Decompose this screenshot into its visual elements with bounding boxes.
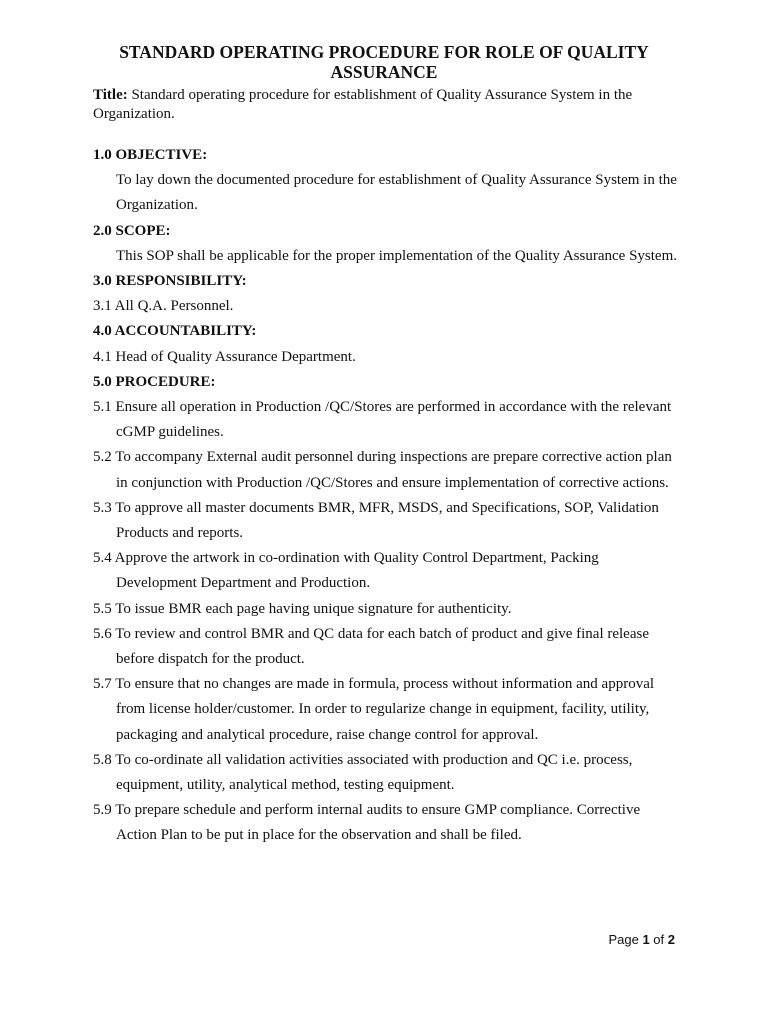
responsibility-heading: 3.0 RESPONSIBILITY: <box>93 273 247 290</box>
responsibility-item: 3.1 All Q.A. Personnel. <box>93 298 234 315</box>
procedure-item: 5.3 To approve all master documents BMR, MFR, MSDS, and Specifications, SOP, Validation Products and reports. <box>93 499 659 542</box>
procedure-item: 5.9 To prepare schedule and perform internal audits to ensure GMP compliance. Corrective Action Plan to be put in place for the observation and shall be filed. <box>93 802 641 844</box>
scope-heading: 2.0 SCOPE: <box>93 222 171 239</box>
title-block <box>93 86 693 124</box>
scope-text: This SOP shall be applicable for the proper implementation of the Quality Assurance System. <box>116 247 677 264</box>
procedure-item: 5.1 Ensure all operation in Production /QC/Stores are performed in accordance with the relevant cGMP guidelines. <box>93 399 672 441</box>
accountability-heading: 4.0 ACCOUNTABILITY: <box>93 323 257 340</box>
procedure-item: 5.8 To co-ordinate all validation activities associated with production and QC i.e. process, equipment, utility, analytical method, testing equipment. <box>93 751 633 794</box>
page-of: of <box>649 932 668 947</box>
title-text: Standard operating procedure for establishment of Quality Assurance System in the Organization. <box>93 87 633 122</box>
page-total: 2 <box>667 932 675 947</box>
procedure-heading: 5.0 PROCEDURE: <box>93 373 216 390</box>
document-title <box>92 42 676 82</box>
document-title-line-2: ASSURANCE <box>330 62 438 82</box>
document-title-line-1: STANDARD OPERATING PROCEDURE FOR ROLE OF QUALITY <box>119 42 649 62</box>
document-body <box>93 143 683 849</box>
accountability-item: 4.1 Head of Quality Assurance Department. <box>93 348 356 365</box>
procedure-item: 5.4 Approve the artwork in co-ordination with Quality Control Department, Packing Development Department and Production. <box>93 550 599 592</box>
page-number <box>608 932 675 947</box>
procedure-item: 5.6 To review and control BMR and QC data for each batch of product and give final release before dispatch for the product. <box>93 625 649 668</box>
procedure-item: 5.5 To issue BMR each page having unique signature for authenticity. <box>93 600 512 617</box>
title-label: Title: <box>93 87 128 103</box>
page-label: Page <box>608 932 643 947</box>
objective-text: To lay down the documented procedure for establishment of Quality Assurance System in the Organization. <box>116 172 677 214</box>
objective-heading: 1.0 OBJECTIVE: <box>93 147 208 163</box>
page-current: 1 <box>642 932 650 947</box>
procedure-item: 5.7 To ensure that no changes are made in formula, process without information and approval from license holder/customer. In order to regularize change in equipment, facility, utility, packaging and analytical procedure, raise change control for approval. <box>93 676 655 743</box>
procedure-item: 5.2 To accompany External audit personnel during inspections are prepare corrective action plan in conjunction with Production /QC/Stores and ensure implementation of corrective actions. <box>93 449 672 491</box>
